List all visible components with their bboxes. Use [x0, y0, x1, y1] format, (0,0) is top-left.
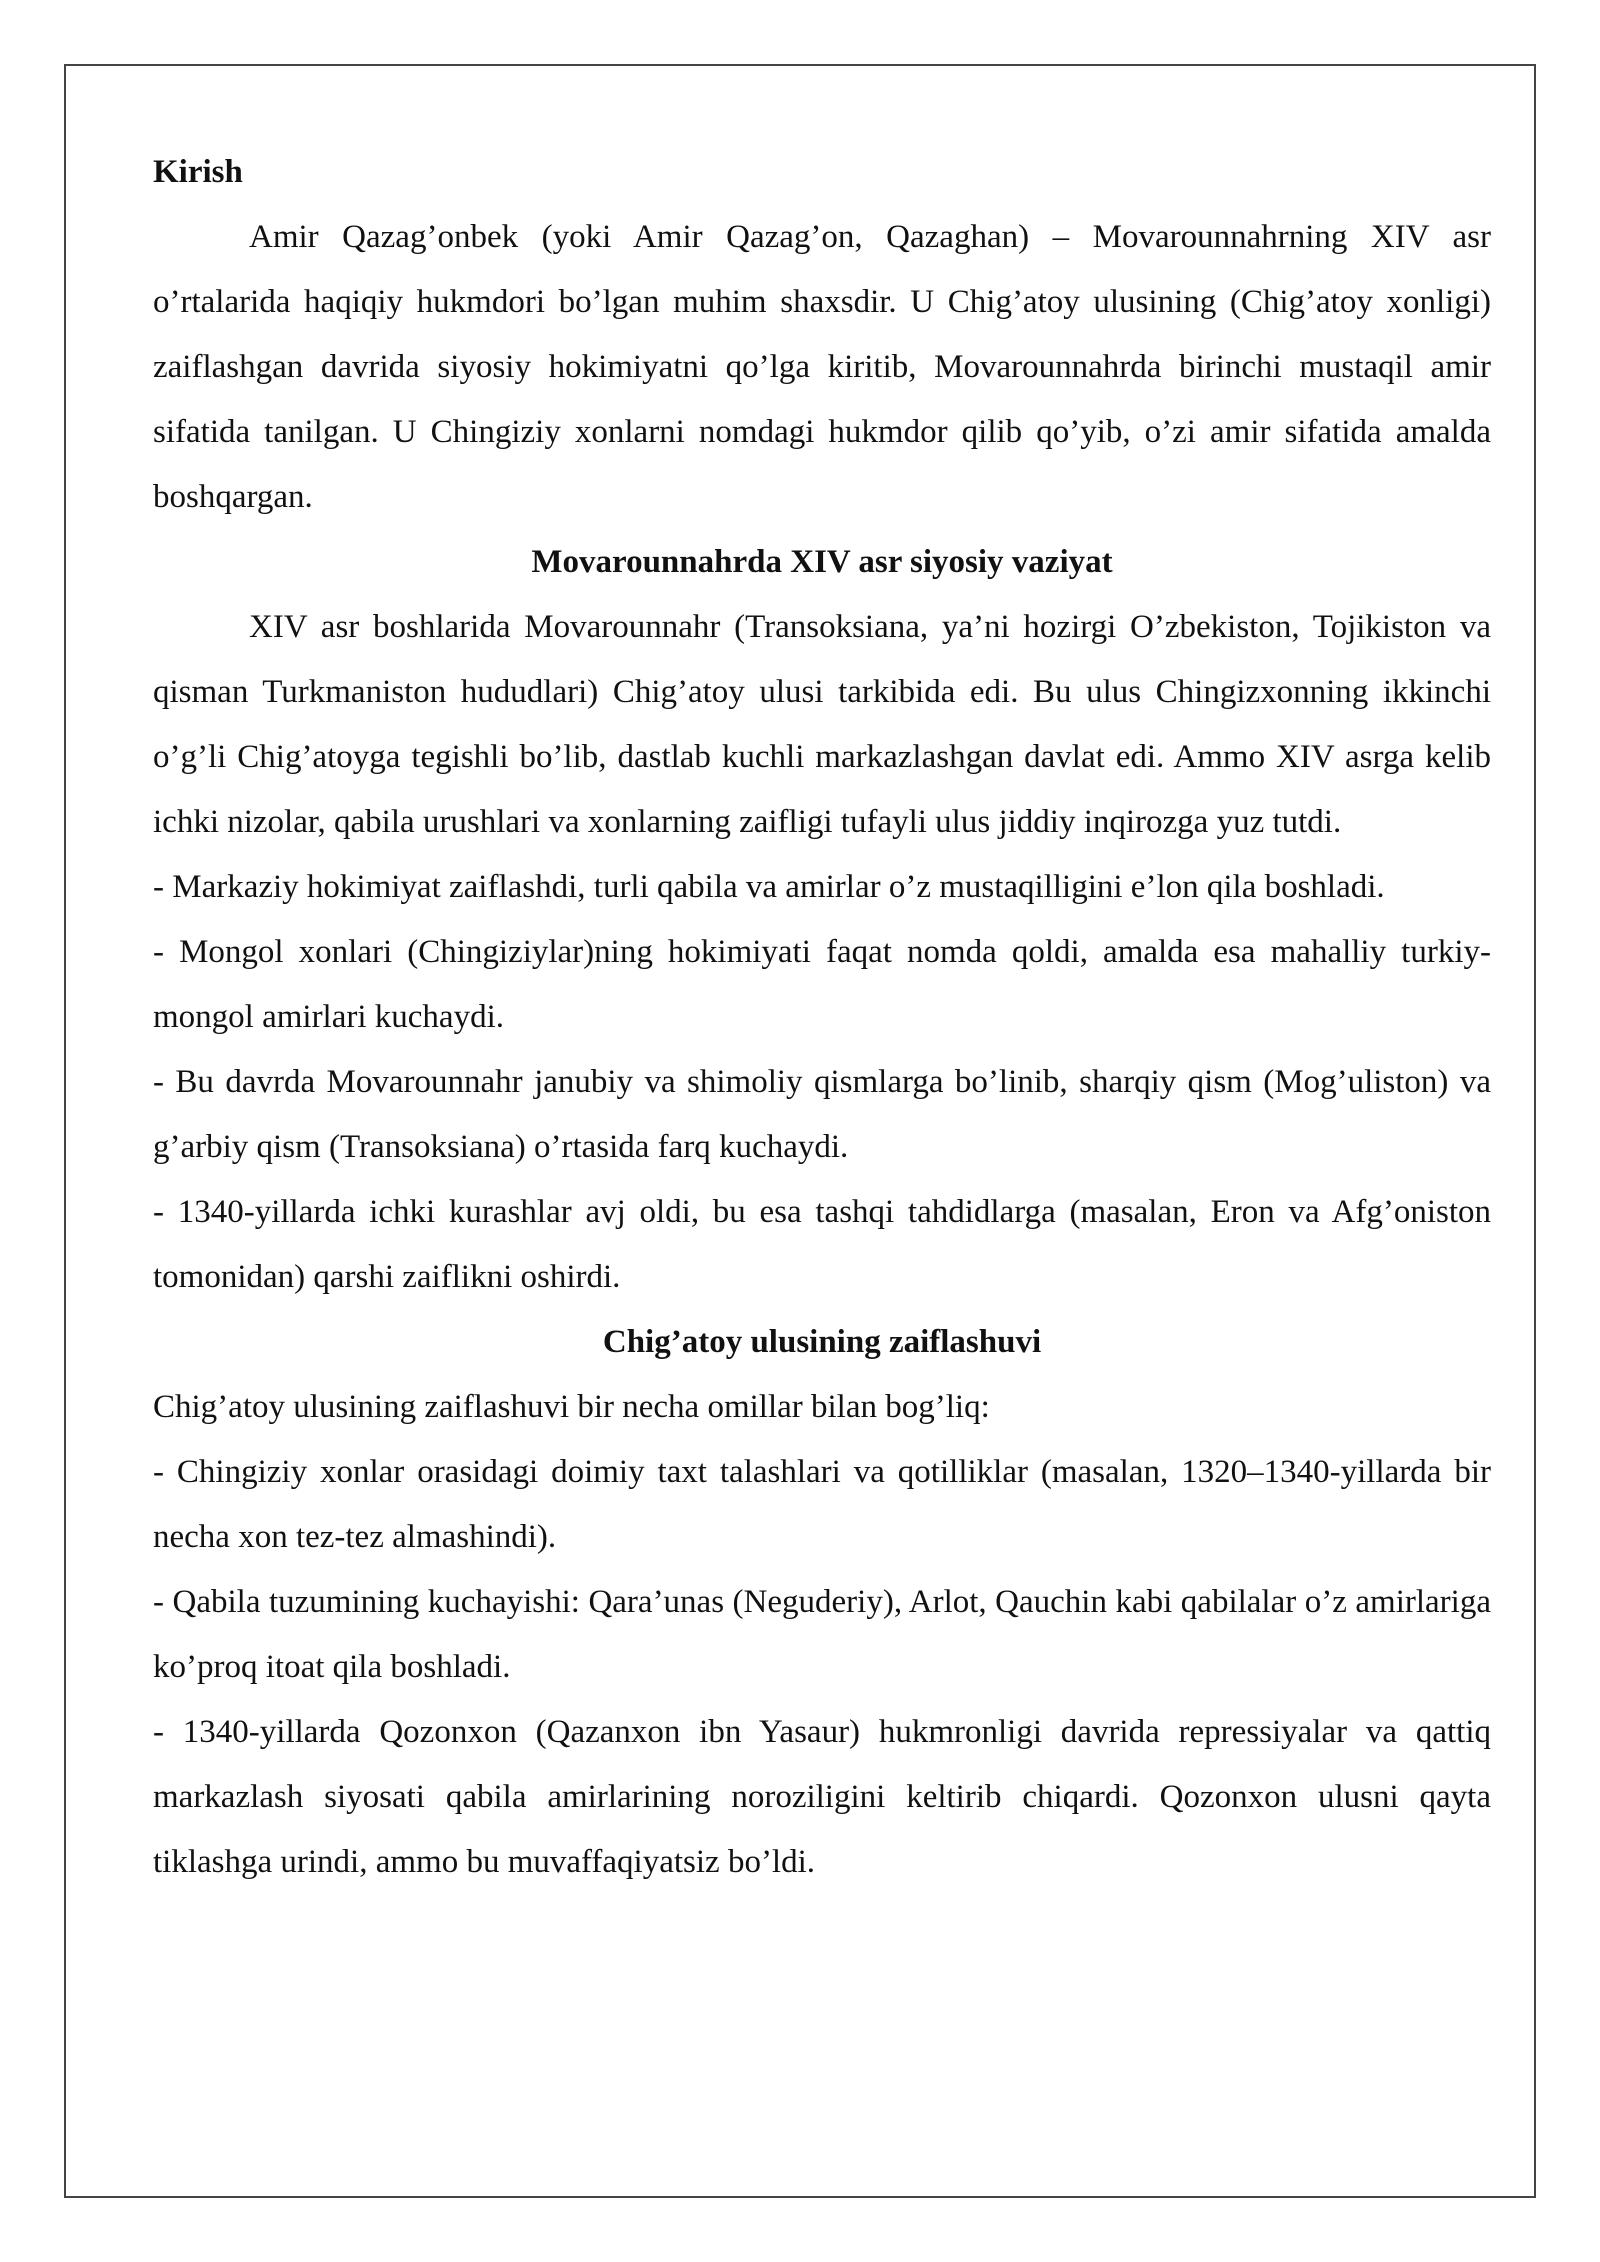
section-title-political-situation: Movarounnahrda XIV asr siyosiy vaziyat: [531, 544, 1113, 580]
heading-intro: Kirish: [153, 154, 243, 190]
section2-bullet-2: - Qabila tuzumining kuchayishi: Qara’unas (Neguderiy), Arlot, Qauchin kabi qabilalar o’z amirlariga ko’proq itoat qila boshladi.: [153, 1584, 1491, 1685]
section1-bullet-1: - Markaziy hokimiyat zaiflashdi, turli qabila va amirlar o’z mustaqilligini e’lon qila boshladi.: [153, 869, 1385, 905]
section2-bullet-3: - 1340-yillarda Qozonxon (Qazanxon ibn Yasaur) hukmronligi davrida repressiyalar va qattiq markazlash siyosati qabila amirlarining noroziligini keltirib chiqardi. Qozonxon ulusni qayta tiklashga urindi, ammo bu muvaffaqiyatsiz bo’ldi.: [153, 1714, 1491, 1880]
intro-paragraph: Amir Qazag’onbek (yoki Amir Qazag’on, Qazaghan) – Movarounnahrning XIV asr o’rtalarida haqiqiy hukmdori bo’lgan muhim shaxsdir. U Chig’atoy ulusining (Chig’atoy xonligi) zaiflashgan davrida siyosiy hokimiyatni qo’lga kiritib, Movarounnahrda birinchi mustaqil amir sifatida tanilgan. U Chingiziy xonlarni nomdagi hukmdor qilib qo’yib, o’zi amir sifatida amalda boshqargan.: [153, 219, 1491, 515]
section1-bullet-4: - 1340-yillarda ichki kurashlar avj oldi, bu esa tashqi tahdidlarga (masalan, Eron va Afg’oniston tomonidan) qarshi zaiflikni oshirdi.: [153, 1194, 1491, 1295]
section-title-ulus-weakening: Chig’atoy ulusining zaiflashuvi: [602, 1324, 1042, 1360]
section1-bullet-3: - Bu davrda Movarounnahr janubiy va shimoliy qismlarga bo’linib, sharqiy qism (Mog’uliston) va g’arbiy qism (Transoksiana) o’rtasida farq kuchaydi.: [153, 1064, 1491, 1165]
section2-lead: Chig’atoy ulusining zaiflashuvi bir necha omillar bilan bog’liq:: [153, 1389, 990, 1425]
document-body: [153, 140, 1491, 1895]
section2-bullet-1: - Chingiziy xonlar orasidagi doimiy taxt talashlari va qotilliklar (masalan, 1320–1340-yillarda bir necha xon tez-tez almashindi).: [153, 1454, 1491, 1555]
section1-paragraph: XIV asr boshlarida Movarounnahr (Transoksiana, ya’ni hozirgi O’zbekiston, Tojikiston va qisman Turkmaniston hududlari) Chig’atoy ulusi tarkibida edi. Bu ulus Chingizxonning ikkinchi o’g’li Chig’atoyga tegishli bo’lib, dastlab kuchli markazlashgan davlat edi. Ammo XIV asrga kelib ichki nizolar, qabila urushlari va xonlarning zaifligi tufayli ulus jiddiy inqirozga yuz tutdi.: [153, 609, 1491, 840]
section1-bullet-2: - Mongol xonlari (Chingiziylar)ning hokimiyati faqat nomda qoldi, amalda esa mahalliy turkiy-mongol amirlari kuchaydi.: [153, 934, 1491, 1035]
